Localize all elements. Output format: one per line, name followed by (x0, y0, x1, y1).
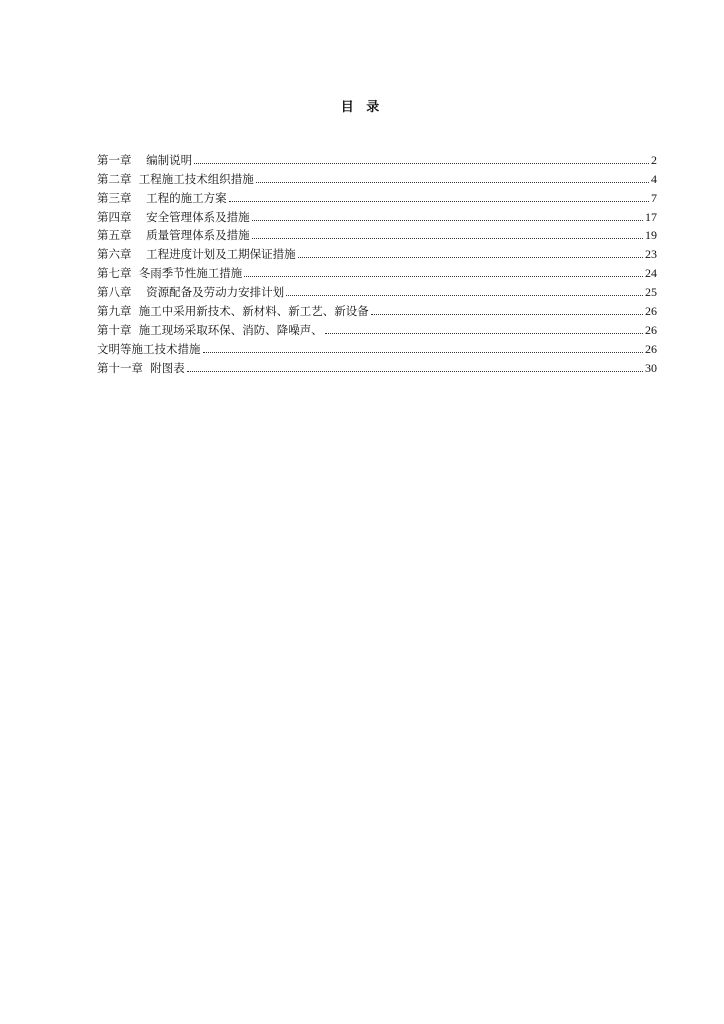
toc-entry[interactable] (97, 318, 657, 337)
toc-entry-label: 第三章 工程的施工方案 (97, 190, 227, 205)
toc-entry-page: 26 (645, 322, 657, 337)
toc-entry-page: 17 (645, 209, 657, 224)
toc-dot-leader (325, 332, 643, 334)
toc-entry-label: 第九章 施工中采用新技术、新材料、新工艺、新设备 (97, 304, 369, 319)
toc-entry-page: 24 (645, 266, 657, 281)
toc-entry[interactable] (97, 280, 657, 299)
toc-dot-leader (229, 200, 649, 202)
toc-entry[interactable] (97, 356, 657, 375)
toc-entry-label: 文明等施工技术措施 (97, 341, 201, 356)
toc-dot-leader (256, 181, 649, 183)
toc-entry[interactable] (97, 205, 657, 224)
toc-entry-label: 第二章 工程施工技术组织措施 (97, 171, 254, 186)
toc-entry[interactable] (97, 242, 657, 261)
toc-entry-page: 30 (645, 360, 657, 375)
toc-entry-page: 26 (645, 304, 657, 319)
toc-dot-leader (286, 294, 643, 296)
toc-dot-leader (371, 313, 643, 315)
toc-dot-leader (187, 370, 643, 372)
toc-entry-page: 7 (651, 190, 657, 205)
toc-entry-label: 第五章 质量管理体系及措施 (97, 228, 250, 243)
toc-entry[interactable] (97, 167, 657, 186)
toc-entry-page: 23 (645, 247, 657, 262)
toc-entry-page: 2 (651, 152, 657, 167)
toc-dot-leader (298, 256, 643, 258)
toc-entry-label: 第七章 冬雨季节性施工措施 (97, 266, 243, 281)
toc-entry[interactable] (97, 148, 657, 167)
toc-dot-leader (252, 237, 643, 239)
toc-entry-label: 第四章 安全管理体系及措施 (97, 209, 250, 224)
toc-entry-label: 第六章 工程进度计划及工期保证措施 (97, 247, 296, 262)
toc-entry[interactable] (97, 337, 657, 356)
toc-dot-leader (194, 162, 649, 164)
toc-entry[interactable] (97, 261, 657, 280)
toc-entry-label: 第十章 施工现场采取环保、消防、降噪声、 (97, 322, 323, 337)
table-of-contents (97, 148, 657, 375)
toc-dot-leader (252, 219, 643, 221)
toc-entry-page: 26 (645, 341, 657, 356)
toc-title: 目 录 (340, 100, 384, 115)
toc-entry[interactable] (97, 186, 657, 205)
toc-entry-page: 19 (645, 228, 657, 243)
toc-dot-leader (203, 351, 644, 353)
toc-dot-leader (244, 275, 643, 277)
toc-entry-label: 第一章 编制说明 (97, 152, 193, 167)
toc-entry-page: 25 (645, 285, 657, 300)
toc-entry-page: 4 (651, 171, 657, 186)
toc-entry[interactable] (97, 224, 657, 243)
toc-entry-label: 第八章 资源配备及劳动力安排计划 (97, 285, 285, 300)
toc-entry-label: 第十一章 附图表 (97, 360, 185, 375)
toc-entry[interactable] (97, 299, 657, 318)
